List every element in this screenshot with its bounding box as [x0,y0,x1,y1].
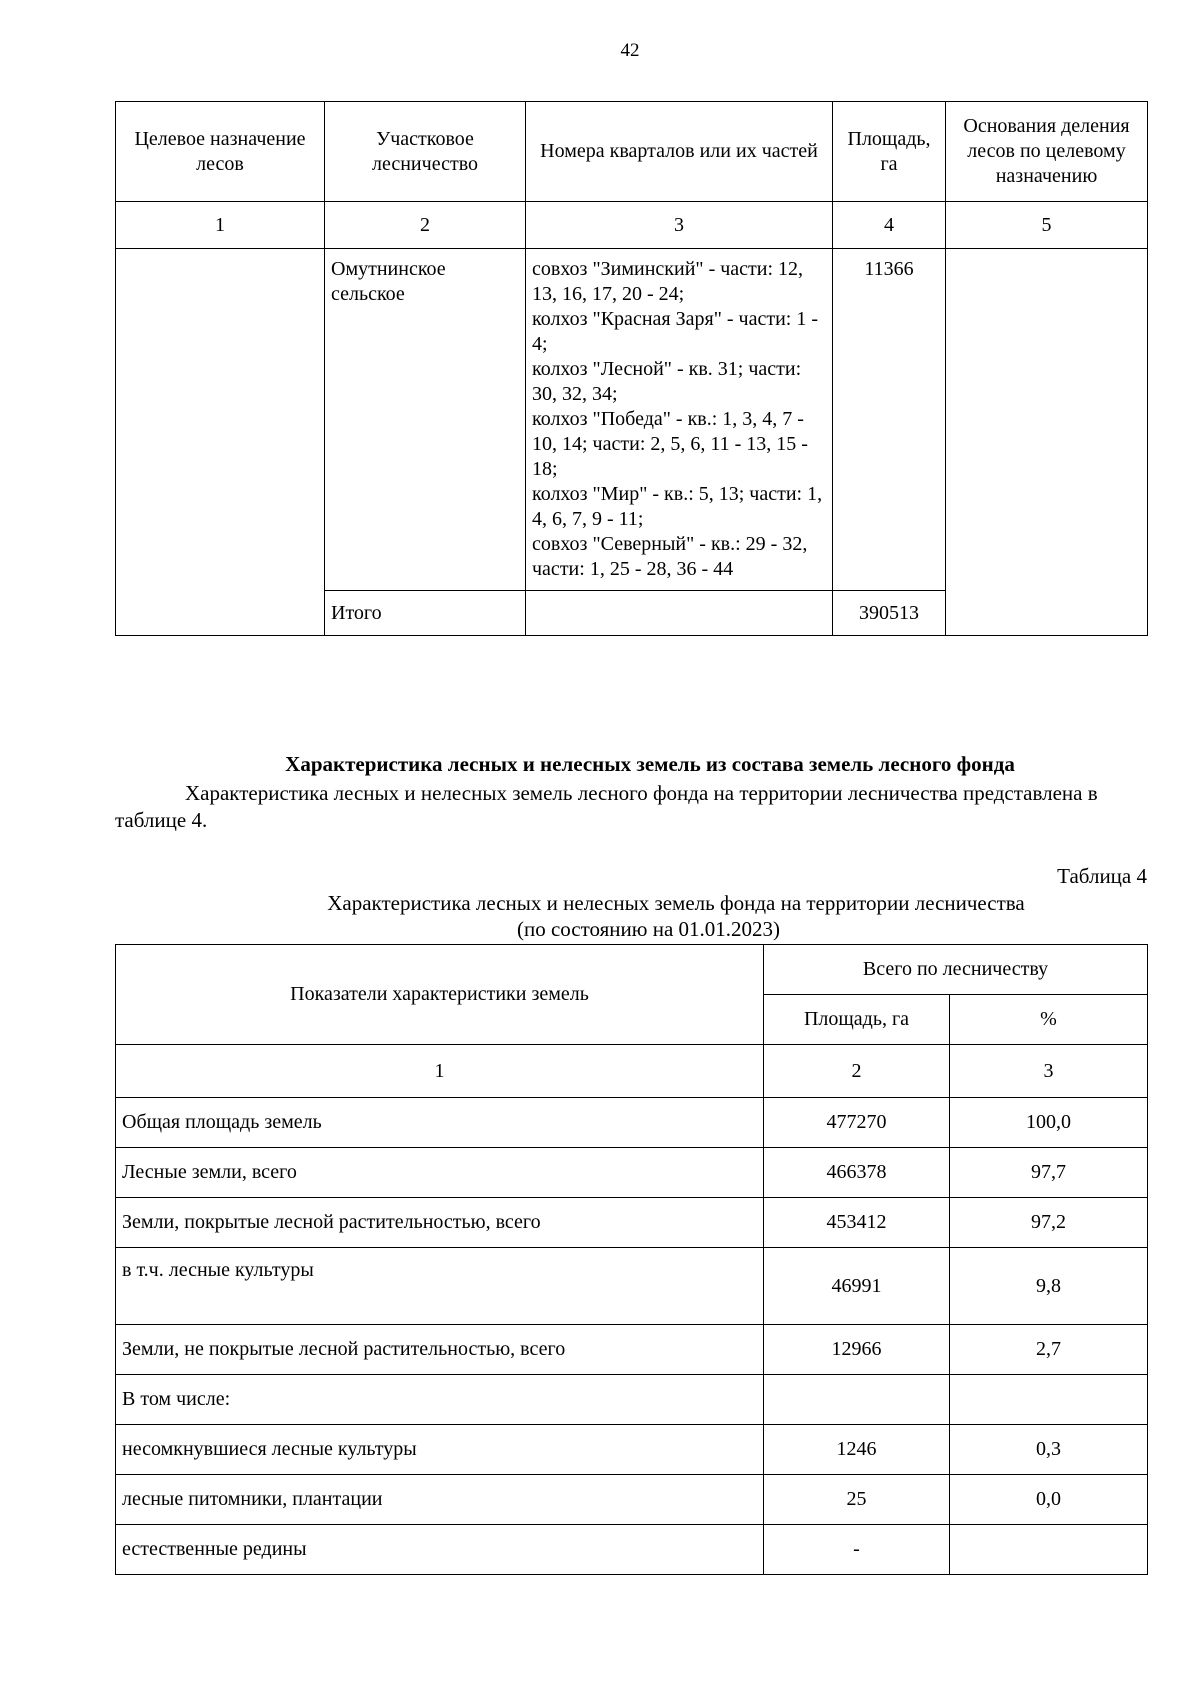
purpose-cell [116,249,325,636]
row-area: 466378 [764,1148,950,1198]
header-total: Всего по лесничеству [764,945,1148,995]
header-cell: Основания деления лесов по целевому назначению [946,102,1148,202]
row-area [764,1375,950,1425]
area-cell: 11366 [833,249,946,591]
quarters-cell: совхоз "Зиминский" - части: 12, 13, 16, 17, 20 - 24; колхоз "Красная Заря" - части: 1 - 4; колхоз "Лесной" - кв. 31; части: 30, 32, 34; колхоз "Победа" - кв.: 1, 3, 4, 7 - 10, 14; части: 2, 5, 6, 11 - 13, 15 - 18; колхоз "Мир" - кв.: 5, 13; части: 1, 4, 6, 7, 9 - 11; совхоз "Северный" - кв.: 29 - 32, части: 1, 25 - 28, 36 - 44 [526,249,833,591]
row-area: 477270 [764,1098,950,1148]
column-number: 2 [764,1045,950,1098]
row-label: Общая площадь земель [116,1098,764,1148]
table-row [116,1248,1148,1325]
table-header-row [116,945,1148,995]
row-area: 453412 [764,1198,950,1248]
row-label: Лесные земли, всего [116,1148,764,1198]
total-quarters [526,591,833,636]
table-row [116,1148,1148,1198]
section-title: Характеристика лесных и нелесных земель из состава земель лесного фонда [285,752,1015,776]
table-row [116,1475,1148,1525]
header-area: Площадь, га [764,995,950,1045]
forest-purpose-table [115,101,1148,636]
row-label: несомкнувшиеся лесные культуры [116,1425,764,1475]
table-row [116,1198,1148,1248]
column-number: 1 [116,1045,764,1098]
basis-cell [946,249,1148,636]
header-cell: Площадь, га [833,102,946,202]
table-row [116,249,1148,591]
column-number: 4 [833,202,946,249]
total-area: 390513 [833,591,946,636]
caption-line: (по состоянию на 01.01.2023) [516,917,781,941]
row-percent: 97,2 [950,1198,1148,1248]
header-percent: % [950,995,1148,1045]
row-percent [950,1375,1148,1425]
district-cell: Омутнинское сельское [325,249,526,591]
row-percent: 2,7 [950,1325,1148,1375]
row-percent: 100,0 [950,1098,1148,1148]
table-header-row [116,102,1148,202]
row-label: естественные редины [116,1525,764,1575]
row-label: в т.ч. лесные культуры [116,1248,764,1325]
column-number: 3 [526,202,833,249]
column-number: 2 [325,202,526,249]
row-label: Земли, покрытые лесной растительностью, всего [116,1198,764,1248]
table-row [116,1425,1148,1475]
row-label: В том числе: [116,1375,764,1425]
header-cell: Номера кварталов или их частей [526,102,833,202]
page-number: 42 [620,40,640,61]
table-row [116,1525,1148,1575]
row-area: 25 [764,1475,950,1525]
row-label: лесные питомники, плантации [116,1475,764,1525]
row-percent: 0,3 [950,1425,1148,1475]
table-row [116,1375,1148,1425]
column-number-row [116,1045,1148,1098]
column-number-row [116,202,1148,249]
column-number: 1 [116,202,325,249]
row-percent: 0,0 [950,1475,1148,1525]
row-percent: 9,8 [950,1248,1148,1325]
table-label: Таблица 4 [1057,864,1147,888]
column-number: 3 [950,1045,1148,1098]
land-characteristics-table [115,944,1148,1575]
row-area: - [764,1525,950,1575]
total-label: Итого [325,591,526,636]
header-indicator: Показатели характеристики земель [116,945,764,1045]
row-percent [950,1525,1148,1575]
row-label: Земли, не покрытые лесной растительностью, всего [116,1325,764,1375]
table-row [116,1098,1148,1148]
header-cell: Целевое назначение лесов [116,102,325,202]
row-percent: 97,7 [950,1148,1148,1198]
header-cell: Участковое лесничество [325,102,526,202]
row-area: 1246 [764,1425,950,1475]
row-area: 46991 [764,1248,950,1325]
table-row [116,1325,1148,1375]
row-area: 12966 [764,1325,950,1375]
table-caption [115,890,1147,942]
section-paragraph: Характеристика лесных и нелесных земель лесного фонда на территории лесничества представлена в таблице 4. [115,781,1098,832]
caption-line: Характеристика лесных и нелесных земель фонда на территории лесничества [327,891,1025,915]
column-number: 5 [946,202,1148,249]
